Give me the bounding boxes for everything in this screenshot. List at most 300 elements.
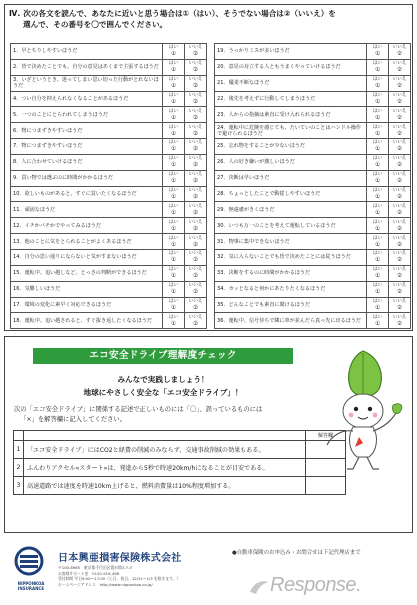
option-label: はい [168, 172, 179, 178]
answer-option-yes[interactable] [367, 123, 389, 138]
option-label: はい [168, 124, 179, 130]
option-label: いいえ [392, 61, 407, 67]
question-row [11, 60, 207, 76]
answer-option-no[interactable] [185, 139, 207, 154]
option-label: いいえ [392, 156, 407, 162]
question-row [11, 171, 207, 187]
option-number: ① [170, 178, 176, 185]
answer-option-no[interactable] [389, 92, 411, 107]
option-number: ① [374, 178, 380, 185]
option-label: いいえ [392, 172, 407, 178]
answer-option-yes[interactable] [163, 123, 185, 138]
question-row [215, 139, 411, 155]
option-label: いいえ [392, 92, 407, 98]
option-number: ② [396, 289, 402, 296]
option-number: ② [396, 98, 402, 105]
answer-option-no[interactable] [185, 60, 207, 75]
question-text: 19．うっかりミスが多いほうだ [215, 44, 367, 59]
question-row [215, 234, 411, 250]
option-number: ① [170, 320, 176, 327]
option-label: はい [372, 172, 383, 178]
answer-option-yes[interactable] [367, 282, 389, 297]
option-number: ① [170, 194, 176, 201]
option-label: いいえ [188, 172, 203, 178]
question-text: 4．つい自分を抑えられなくなることがあるほうだ [11, 92, 163, 107]
company-name: 日本興亜損害保険株式会社 [58, 553, 182, 564]
question-row [215, 266, 411, 282]
footer [0, 538, 417, 605]
answer-option-yes[interactable] [367, 187, 389, 202]
option-number: ① [374, 130, 380, 137]
option-label: はい [372, 45, 383, 51]
answer-option-yes[interactable] [367, 107, 389, 122]
answer-option-no[interactable] [389, 107, 411, 122]
option-number: ② [192, 67, 198, 74]
option-number: ② [396, 194, 402, 201]
eco-instructions [14, 405, 319, 425]
option-number: ① [170, 51, 176, 58]
answer-box[interactable] [306, 477, 346, 494]
option-number: ② [396, 225, 402, 232]
question-text: 16．気難しいほうだ [11, 282, 163, 297]
option-number: ① [374, 225, 380, 232]
true-false-header-row [14, 431, 346, 441]
option-label: いいえ [392, 140, 407, 146]
question-text: 7．物につまずきやすいほうだ [11, 139, 163, 154]
option-label: いいえ [392, 298, 407, 304]
option-label: はい [168, 61, 179, 67]
answer-option-yes[interactable] [367, 139, 389, 154]
answer-option-yes[interactable] [367, 218, 389, 233]
option-number: ① [170, 289, 176, 296]
option-label: いいえ [188, 283, 203, 289]
option-number: ① [374, 162, 380, 169]
answer-option-yes[interactable] [163, 298, 185, 313]
answer-option-no[interactable] [185, 218, 207, 233]
question-text: 5．一つのことにとらわれてしまうほうだ [11, 107, 163, 122]
question-row [215, 313, 411, 329]
option-number: ① [374, 320, 380, 327]
question-text: 34．カッとなると何かにあたりたくなるほうだ [215, 282, 367, 297]
heading-line-1: 次の各文を読んで、あなたに近いと思う場合は①（はい）、そうでない場合は②（いいえ）を [23, 9, 336, 18]
option-number: ② [192, 194, 198, 201]
answer-option-yes[interactable] [163, 266, 185, 281]
option-label: はい [372, 61, 383, 67]
statement-number: 2 [14, 459, 24, 476]
question-row [215, 298, 411, 314]
answer-option-no[interactable] [389, 202, 411, 217]
option-label: はい [372, 156, 383, 162]
option-number: ① [374, 114, 380, 121]
option-number: ① [374, 289, 380, 296]
option-number: ① [170, 130, 176, 137]
answer-option-yes[interactable] [367, 298, 389, 313]
answer-option-no[interactable] [185, 155, 207, 170]
option-number: ① [374, 273, 380, 280]
response-logo-icon [248, 578, 270, 596]
question-row [11, 282, 207, 298]
option-number: ② [396, 273, 402, 280]
answer-option-yes[interactable] [163, 155, 185, 170]
answer-option-no[interactable] [389, 139, 411, 154]
question-text: 14．自分の思い通りにならないと気がすまないほうだ [11, 250, 163, 265]
question-text: 20．意見の対立する人ともうまくやっていけるほうだ [215, 60, 367, 75]
question-text: 9．買い物では選ぶのに時間がかかるほうだ [11, 171, 163, 186]
questionnaire-section [4, 4, 413, 331]
question-row [11, 76, 207, 92]
answer-option-no[interactable] [185, 298, 207, 313]
answer-option-yes[interactable] [163, 139, 185, 154]
answer-option-yes[interactable] [163, 60, 185, 75]
question-text: 23．人からの指摘は素直に受け入れられるほうだ [215, 107, 367, 122]
answer-option-yes[interactable] [367, 313, 389, 328]
option-number: ② [396, 209, 402, 216]
answer-option-yes[interactable] [367, 171, 389, 186]
question-row [215, 60, 411, 76]
question-row [11, 218, 207, 234]
question-text: 24．運転中に危険を感じても、たいていのことはハンドル操作で避けられるほうだ [215, 123, 367, 138]
answer-option-no[interactable] [185, 76, 207, 91]
option-number: ① [170, 304, 176, 311]
option-number: ① [170, 114, 176, 121]
answer-option-no[interactable] [185, 92, 207, 107]
eco-drive-banner: エコ安全ドライブ理解度チェック [33, 348, 293, 364]
question-column-left [10, 43, 207, 329]
option-number: ① [374, 67, 380, 74]
answer-option-no[interactable] [389, 76, 411, 91]
option-number: ① [170, 241, 176, 248]
answer-option-no[interactable] [389, 155, 411, 170]
question-text: 10．欲しいものがあると、すぐに買いたくなるほうだ [11, 187, 163, 202]
option-number: ① [170, 162, 176, 169]
answer-column-header: 解答欄 [306, 431, 346, 440]
question-text: 22．後先を考えずに行動してしまうほうだ [215, 92, 367, 107]
option-label: はい [168, 219, 179, 225]
option-number: ② [192, 257, 198, 264]
option-label: いいえ [188, 219, 203, 225]
option-number: ② [396, 178, 402, 185]
company-address [58, 565, 223, 587]
option-number: ① [374, 146, 380, 153]
option-label: いいえ [392, 108, 407, 114]
answer-option-yes[interactable] [163, 92, 185, 107]
eco-subtitle-1: みんなで実践しましょう！ [117, 375, 209, 384]
option-label: はい [372, 219, 383, 225]
instruction-line-1: 次の「エコ安全ドライブ」に関係する記述で正しいものには「〇」、誤っているものには [14, 406, 263, 413]
answer-option-no[interactable] [389, 313, 411, 328]
option-number: ② [396, 162, 402, 169]
option-label: はい [372, 108, 383, 114]
option-number: ① [170, 146, 176, 153]
option-label: はい [168, 283, 179, 289]
question-text: 6．物につまずきやすいほうだ [11, 123, 163, 138]
option-number: ② [192, 289, 198, 296]
question-row [11, 187, 207, 203]
agency-note: ●自動車保険のお申込み・お問合せは下記代理店まで [232, 550, 361, 556]
question-row [11, 250, 207, 266]
instruction-line-2: 「×」を解答欄に記入してください。 [20, 416, 127, 423]
option-number: ② [192, 114, 198, 121]
option-label: いいえ [188, 140, 203, 146]
answer-option-yes[interactable] [163, 282, 185, 297]
option-label: いいえ [188, 251, 203, 257]
answer-option-yes[interactable] [163, 44, 185, 59]
question-text: 1．早とちりしやすいほうだ [11, 44, 163, 59]
question-row [11, 298, 207, 314]
question-column-right [214, 43, 411, 329]
option-number: ① [374, 241, 380, 248]
question-text: 30．いつも万一のことを考えて運転しているほうだ [215, 218, 367, 233]
option-label: いいえ [392, 188, 407, 194]
option-label: はい [168, 156, 179, 162]
option-number: ② [396, 67, 402, 74]
statement-number: 1 [14, 441, 24, 458]
answer-option-no[interactable] [185, 266, 207, 281]
option-label: はい [168, 235, 179, 241]
option-label: はい [168, 267, 179, 273]
option-label: いいえ [188, 92, 203, 98]
option-label: はい [168, 92, 179, 98]
option-label: はい [168, 140, 179, 146]
option-number: ① [170, 83, 176, 90]
option-number: ② [192, 320, 198, 327]
answer-option-no[interactable] [185, 234, 207, 249]
question-row [215, 202, 411, 218]
option-number: ② [192, 162, 198, 169]
answer-option-yes[interactable] [163, 187, 185, 202]
option-label: はい [372, 124, 383, 130]
answer-option-yes[interactable] [367, 234, 389, 249]
question-text: 21．優柔不断なほうだ [215, 76, 367, 91]
address-line: ホームページアドレス http://www.nipponkoa.co.jp/ [58, 581, 153, 587]
option-label: はい [168, 203, 179, 209]
option-label: いいえ [188, 156, 203, 162]
question-text: 31．物事に集中できないほうだ [215, 234, 367, 249]
answer-option-yes[interactable] [163, 76, 185, 91]
option-number: ② [396, 257, 402, 264]
answer-option-no[interactable] [185, 171, 207, 186]
question-row [215, 218, 411, 234]
option-label: いいえ [188, 314, 203, 320]
option-number: ② [192, 146, 198, 153]
option-number: ① [374, 51, 380, 58]
eco-drive-check-section [4, 336, 413, 533]
option-number: ② [396, 83, 402, 90]
question-text: 12．イチかバチかでやってみるほうだ [11, 218, 163, 233]
option-number: ② [396, 130, 402, 137]
question-text: 15．運転中、追い越しなど、とっさの判断ができるほうだ [11, 266, 163, 281]
question-row [11, 155, 207, 171]
answer-option-yes[interactable] [367, 60, 389, 75]
question-text: 36．運転中、信号待ちで隣に車が並んだら真っ先に出るほうだ [215, 313, 367, 328]
answer-option-no[interactable] [185, 44, 207, 59]
option-label: いいえ [188, 203, 203, 209]
option-number: ② [192, 209, 198, 216]
question-row [215, 155, 411, 171]
option-label: いいえ [188, 298, 203, 304]
watermark: Response. [270, 574, 362, 596]
question-text: 18．運転中、追い越されると、すぐ抜き返したくなるほうだ [11, 313, 163, 328]
option-label: はい [168, 45, 179, 51]
question-text: 28．ちょっとしたことで動揺しやすいほうだ [215, 187, 367, 202]
answer-option-yes[interactable] [367, 44, 389, 59]
answer-option-yes[interactable] [367, 202, 389, 217]
option-label: いいえ [188, 61, 203, 67]
option-number: ② [396, 304, 402, 311]
answer-option-no[interactable] [185, 187, 207, 202]
option-label: いいえ [188, 77, 203, 83]
option-number: ② [192, 241, 198, 248]
answer-option-yes[interactable] [163, 202, 185, 217]
question-text: 27．決断は早いほうだ [215, 171, 367, 186]
statement-text: 「エコ安全ドライブ」にはCO2と経費の削減のみならず、交通事故削減の効果もある。 [24, 441, 306, 458]
option-number: ① [170, 98, 176, 105]
answer-option-yes[interactable] [163, 250, 185, 265]
answer-option-no[interactable] [389, 187, 411, 202]
answer-option-yes[interactable] [367, 92, 389, 107]
statement-number: 3 [14, 477, 24, 494]
question-text: 2．皆で決めたことでも、自分の意見はあくまで主張するほうだ [11, 60, 163, 75]
answer-option-yes[interactable] [163, 313, 185, 328]
statement-row [14, 477, 346, 495]
option-label: はい [372, 140, 383, 146]
questionnaire-heading [9, 8, 409, 30]
question-row [215, 92, 411, 108]
option-label: はい [168, 314, 179, 320]
answer-option-no[interactable] [389, 218, 411, 233]
option-label: いいえ [392, 45, 407, 51]
option-number: ② [192, 83, 198, 90]
answer-option-no[interactable] [185, 107, 207, 122]
option-label: はい [372, 77, 383, 83]
option-number: ② [396, 114, 402, 121]
option-label: いいえ [188, 267, 203, 273]
option-label: いいえ [188, 188, 203, 194]
option-label: はい [372, 283, 383, 289]
answer-option-no[interactable] [389, 44, 411, 59]
company-logo-icon [14, 546, 44, 578]
true-false-table [13, 430, 346, 495]
brand-name: NIPPONKOA INSURANCE [17, 581, 45, 591]
option-label: はい [168, 251, 179, 257]
option-label: いいえ [188, 108, 203, 114]
answer-option-yes[interactable] [367, 76, 389, 91]
option-number: ① [374, 194, 380, 201]
option-label: はい [372, 92, 383, 98]
answer-option-no[interactable] [185, 313, 207, 328]
question-text: 29．無遠慮がきくほうだ [215, 202, 367, 217]
question-row [11, 123, 207, 139]
address-line: 受付時間 平日9:00～17:00（土日、祝日、12/31～1/3 を除きます。） [58, 576, 181, 582]
option-label: いいえ [188, 235, 203, 241]
option-label: いいえ [392, 219, 407, 225]
answer-option-no[interactable] [389, 234, 411, 249]
question-row [215, 76, 411, 92]
address-line: お客様サポート室 0120-919-498 [58, 570, 120, 576]
option-number: ② [396, 146, 402, 153]
question-row [215, 171, 411, 187]
question-row [215, 250, 411, 266]
address-line: 〒100-8965 東京都千代田区霞が関3-7-3 [58, 565, 132, 570]
option-label: はい [168, 108, 179, 114]
question-text: 35．どんなことでも素直に聞けるほうだ [215, 298, 367, 313]
question-row [11, 313, 207, 329]
question-text: 17．環境の変化に素早く対応できるほうだ [11, 298, 163, 313]
option-label: はい [372, 251, 383, 257]
answer-option-yes[interactable] [163, 234, 185, 249]
option-label: はい [372, 188, 383, 194]
answer-option-no[interactable] [389, 266, 411, 281]
answer-option-yes[interactable] [163, 218, 185, 233]
option-number: ② [192, 98, 198, 105]
question-row [215, 282, 411, 298]
header-no-cell [14, 431, 24, 440]
option-number: ② [192, 225, 198, 232]
option-number: ② [396, 320, 402, 327]
leaf-mascot-illustration [317, 345, 409, 475]
answer-option-no[interactable] [389, 171, 411, 186]
option-label: いいえ [392, 77, 407, 83]
option-label: はい [372, 298, 383, 304]
option-label: はい [168, 298, 179, 304]
option-number: ① [374, 304, 380, 311]
option-number: ① [374, 209, 380, 216]
section-number: Ⅳ. [9, 9, 21, 18]
option-number: ① [170, 257, 176, 264]
option-label: いいえ [188, 45, 203, 51]
option-number: ② [396, 241, 402, 248]
option-label: はい [168, 188, 179, 194]
statement-text: 高速道路では速度を時速10km上げると、燃料消費量は10%程度増加する。 [24, 477, 306, 494]
option-label: はい [168, 77, 179, 83]
option-label: はい [372, 314, 383, 320]
option-label: いいえ [392, 235, 407, 241]
question-row [215, 123, 411, 139]
question-row [215, 44, 411, 60]
answer-option-no[interactable] [389, 60, 411, 75]
option-number: ① [170, 67, 176, 74]
answer-option-no[interactable] [185, 250, 207, 265]
answer-option-no[interactable] [185, 282, 207, 297]
question-row [215, 187, 411, 203]
option-label: いいえ [392, 251, 407, 257]
answer-option-yes[interactable] [367, 155, 389, 170]
answer-option-yes[interactable] [163, 171, 185, 186]
answer-option-yes[interactable] [163, 107, 185, 122]
answer-option-no[interactable] [185, 202, 207, 217]
question-text: 26．人の好き嫌いが激しいほうだ [215, 155, 367, 170]
answer-option-no[interactable] [389, 123, 411, 138]
option-number: ② [192, 51, 198, 58]
answer-option-no[interactable] [185, 123, 207, 138]
question-text: 33．決断をするのに時間がかかるほうだ [215, 266, 367, 281]
option-label: いいえ [392, 283, 407, 289]
answer-option-no[interactable] [389, 298, 411, 313]
answer-option-yes[interactable] [367, 266, 389, 281]
option-label: はい [372, 203, 383, 209]
eco-subtitle-2: 地球にやさしく安全な「エコ安全ドライブ」！ [83, 388, 243, 397]
statement-row [14, 441, 346, 459]
option-number: ② [192, 273, 198, 280]
question-row [11, 202, 207, 218]
question-row [11, 107, 207, 123]
answer-option-no[interactable] [389, 282, 411, 297]
answer-option-no[interactable] [389, 250, 411, 265]
option-number: ① [374, 98, 380, 105]
question-row [11, 266, 207, 282]
option-number: ① [170, 225, 176, 232]
answer-option-yes[interactable] [367, 250, 389, 265]
